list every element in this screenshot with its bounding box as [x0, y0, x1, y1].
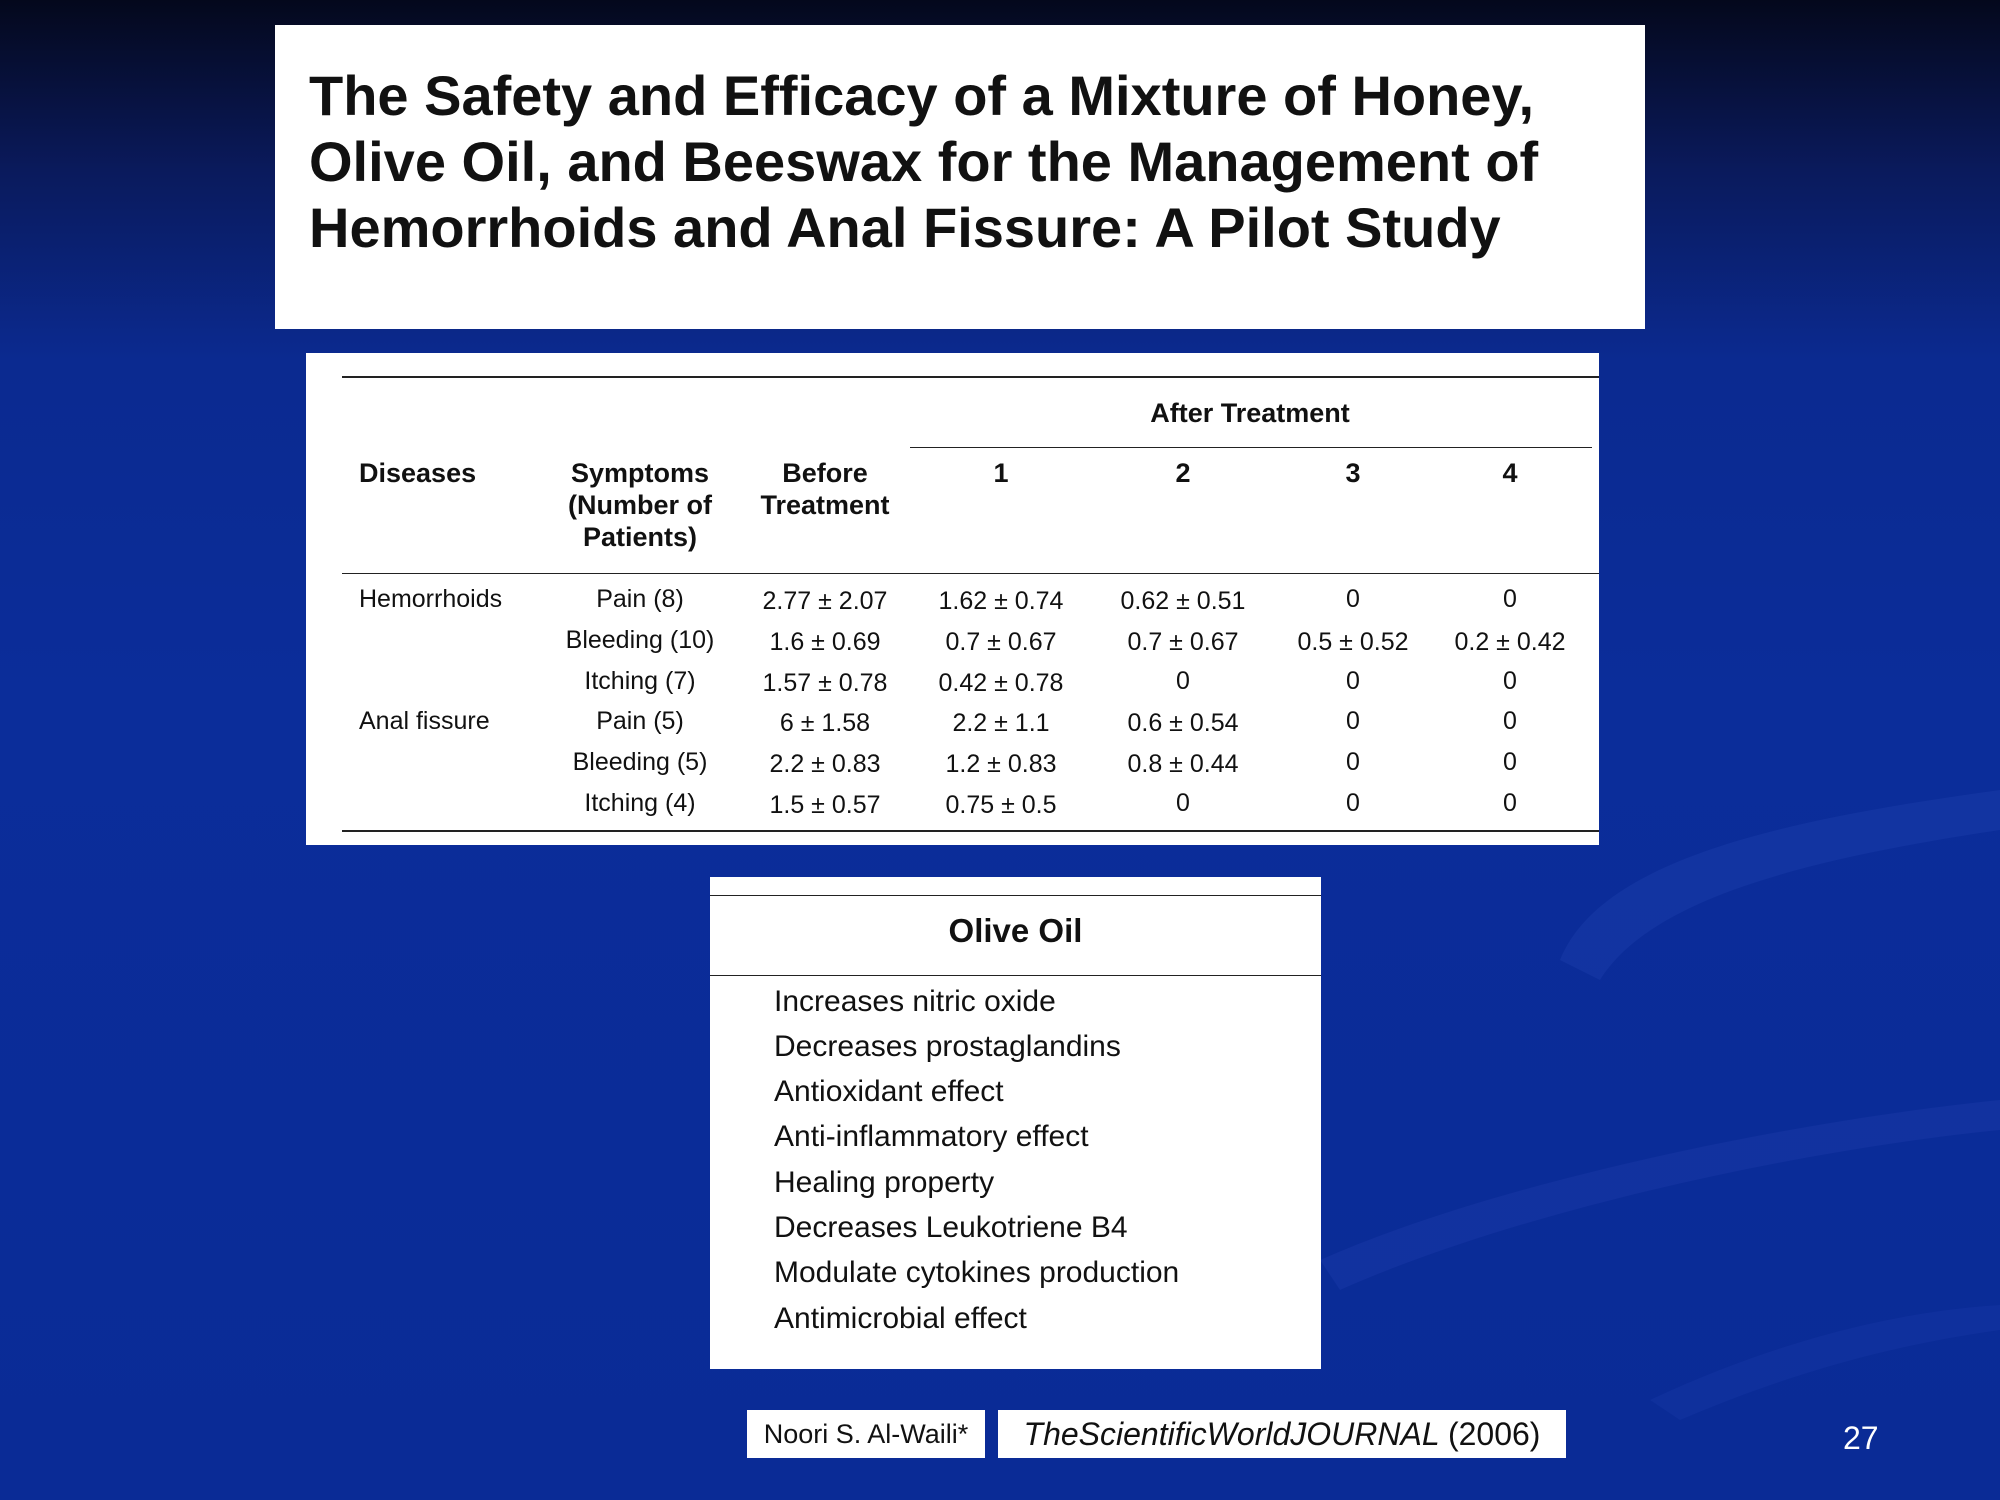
cell-after-3: 0: [1346, 789, 1360, 817]
header-bottom-rule: [342, 573, 1599, 574]
cell-after-1: 0.7 ± 0.67: [945, 628, 1057, 656]
olive-oil-item: Antioxidant effect: [774, 1075, 1004, 1108]
slide-title: The Safety and Efficacy of a Mixture of Honey, Olive Oil, and Beeswax for the Management of Hemorrhoids and Anal Fissure: A Pilot Study: [309, 64, 1539, 259]
cell-after-2: 0.62 ± 0.51: [1120, 587, 1246, 615]
olive-oil-item: Healing property: [774, 1166, 995, 1199]
olive-oil-item: Modulate cytokines production: [774, 1256, 1180, 1289]
cell-after-2: 0.8 ± 0.44: [1127, 750, 1239, 778]
cell-after-4: 0.2 ± 0.42: [1454, 628, 1566, 656]
symptoms-header-line-1: Symptoms: [570, 458, 710, 488]
olive-oil-item: Anti-inflammatory effect: [774, 1120, 1089, 1153]
cell-after-4: 0: [1503, 748, 1517, 776]
cell-after-3: 0: [1346, 585, 1360, 613]
cell-after-2: 0.7 ± 0.67: [1127, 628, 1239, 656]
cell-after-4: 0: [1503, 789, 1517, 817]
before-header-line-2: Treatment: [760, 490, 890, 520]
cell-after-3: 0: [1346, 707, 1360, 735]
symptoms-header-line-2: (Number of: [568, 490, 712, 520]
table-top-rule: [342, 376, 1599, 378]
cell-after-1: 2.2 ± 1.1: [952, 709, 1050, 737]
results-table: [306, 353, 1599, 845]
cell-symptom: Bleeding (5): [572, 748, 708, 776]
after-col-4-header: 4: [1502, 458, 1518, 488]
cell-before: 6 ± 1.58: [779, 709, 871, 737]
cell-symptom: Itching (7): [584, 667, 696, 695]
citation-journal: [998, 1410, 1566, 1458]
cell-before: 1.6 ± 0.69: [769, 628, 881, 656]
title-panel: [275, 25, 1645, 329]
group-header-rule: [910, 447, 1592, 448]
cell-after-3: 0: [1346, 667, 1360, 695]
olive-oil-panel: [710, 877, 1321, 1369]
olive-oil-title: Olive Oil: [948, 912, 1083, 949]
olive-oil-item: Decreases prostaglandins: [774, 1030, 1121, 1063]
cell-after-1: 0.75 ± 0.5: [945, 791, 1057, 819]
cell-after-1: 0.42 ± 0.78: [938, 669, 1064, 697]
olive-oil-item: Decreases Leukotriene B4: [774, 1211, 1128, 1244]
olive-top-rule: [710, 895, 1321, 896]
cell-symptom: Pain (5): [596, 707, 684, 735]
cell-symptom: Pain (8): [596, 585, 684, 613]
cell-after-1: 1.2 ± 0.83: [945, 750, 1057, 778]
before-header-line-1: Before: [782, 458, 868, 488]
symptoms-header-line-3: Patients): [582, 522, 698, 552]
diseases-header: Diseases: [359, 458, 477, 488]
page-number: 27: [1843, 1420, 1879, 1456]
cell-disease: Hemorrhoids: [359, 585, 503, 613]
olive-oil-item: Increases nitric oxide: [774, 985, 1056, 1018]
cell-after-2: 0: [1176, 667, 1190, 695]
table-bottom-rule: [342, 830, 1599, 832]
citation-author: Noori S. Al-Waili*: [747, 1410, 985, 1458]
after-treatment-header: After Treatment: [1150, 398, 1350, 428]
olive-title-rule: [710, 975, 1321, 976]
cell-after-3: 0.5 ± 0.52: [1297, 628, 1409, 656]
cell-before: 1.5 ± 0.57: [769, 791, 881, 819]
after-col-1-header: 1: [993, 458, 1009, 488]
cell-symptom: Bleeding (10): [565, 626, 715, 654]
citation-year: (2006): [1447, 1416, 1541, 1452]
cell-after-1: 1.62 ± 0.74: [938, 587, 1064, 615]
cell-after-4: 0: [1503, 585, 1517, 613]
cell-symptom: Itching (4): [584, 789, 696, 817]
cell-before: 2.2 ± 0.83: [769, 750, 881, 778]
cell-after-4: 0: [1503, 667, 1517, 695]
after-col-3-header: 3: [1345, 458, 1361, 488]
after-col-2-header: 2: [1175, 458, 1191, 488]
journal-name: TheScientificWorldJOURNAL: [1023, 1416, 1440, 1452]
cell-disease: Anal fissure: [359, 707, 490, 735]
cell-after-3: 0: [1346, 748, 1360, 776]
cell-after-2: 0.6 ± 0.54: [1127, 709, 1239, 737]
cell-after-4: 0: [1503, 707, 1517, 735]
cell-before: 2.77 ± 2.07: [762, 587, 888, 615]
olive-oil-item: Antimicrobial effect: [774, 1302, 1027, 1335]
cell-before: 1.57 ± 0.78: [762, 669, 888, 697]
cell-after-2: 0: [1176, 789, 1190, 817]
